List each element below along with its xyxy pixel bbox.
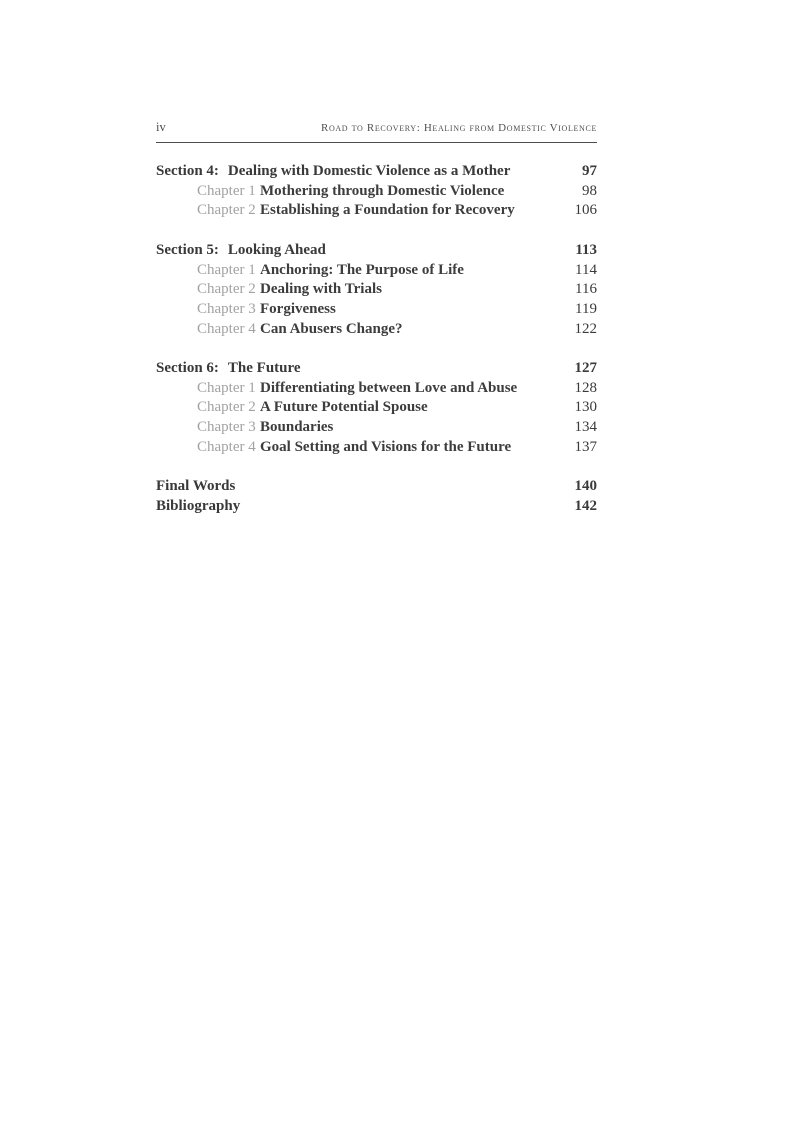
chapter-label: Chapter 4	[197, 320, 256, 337]
chapter-page-number: 98	[582, 182, 597, 199]
toc-chapter-row	[156, 280, 597, 300]
chapter-label: Chapter 1	[197, 261, 256, 278]
chapter-label: Chapter 2	[197, 399, 256, 416]
toc-chapter-row	[156, 418, 597, 438]
chapter-title: Differentiating between Love and Abuse	[260, 379, 518, 396]
section-title: Dealing with Domestic Violence as a Mother	[227, 163, 511, 179]
section-page-number: 127	[574, 360, 597, 376]
toc-extra-row	[156, 497, 597, 517]
chapter-title: Dealing with Trials	[260, 281, 382, 298]
toc-chapter-row	[156, 398, 597, 418]
toc-chapter-row	[156, 320, 597, 340]
chapter-label: Chapter 4	[197, 438, 256, 455]
section-label: Section 4:	[156, 163, 219, 179]
chapter-page-number: 134	[574, 419, 597, 436]
chapter-label: Chapter 1	[197, 182, 256, 199]
toc-section-heading	[156, 359, 597, 379]
table-of-contents	[156, 162, 597, 517]
folio-page-number: iv	[156, 120, 166, 134]
section-title: Looking Ahead	[227, 241, 326, 258]
toc-chapter-row	[156, 261, 597, 281]
extra-page-number: 140	[574, 478, 597, 495]
toc-extras	[156, 477, 597, 516]
extra-title: Final Words	[156, 478, 236, 495]
chapter-label: Chapter 2	[197, 281, 256, 298]
chapter-title: Forgiveness	[260, 300, 336, 317]
toc-chapter-row	[156, 438, 597, 458]
toc-section	[156, 359, 597, 458]
chapter-title: Boundaries	[260, 419, 334, 436]
chapter-page-number: 130	[574, 399, 597, 416]
toc-chapter-row	[156, 182, 597, 202]
chapter-label: Chapter 3	[197, 419, 256, 436]
page-header	[156, 0, 597, 143]
chapter-label: Chapter 2	[197, 202, 256, 219]
page-content	[156, 0, 597, 517]
chapter-page-number: 128	[574, 379, 597, 396]
chapter-label: Chapter 3	[197, 300, 256, 317]
chapter-page-number: 114	[575, 261, 597, 278]
chapter-page-number: 116	[575, 281, 597, 298]
chapter-page-number: 122	[574, 320, 597, 337]
chapter-title: Can Abusers Change?	[260, 320, 403, 337]
section-label: Section 5:	[156, 241, 219, 258]
chapter-page-number: 106	[574, 202, 597, 219]
toc-section-heading	[156, 162, 597, 182]
chapter-title: Mothering through Domestic Violence	[260, 182, 505, 199]
extra-page-number: 142	[574, 497, 597, 514]
section-page-number: 97	[582, 163, 597, 179]
extra-title: Bibliography	[156, 497, 241, 514]
toc-section-heading	[156, 241, 597, 261]
chapter-title: A Future Potential Spouse	[260, 399, 428, 416]
chapter-title: Establishing a Foundation for Recovery	[260, 202, 515, 219]
chapter-title: Goal Setting and Visions for the Future	[260, 438, 512, 455]
chapter-page-number: 137	[574, 438, 597, 455]
section-title: The Future	[227, 360, 301, 376]
section-page-number: 113	[575, 241, 597, 258]
chapter-page-number: 119	[575, 300, 597, 317]
chapter-label: Chapter 1	[197, 379, 256, 396]
chapter-title: Anchoring: The Purpose of Life	[260, 261, 464, 278]
toc-chapter-row	[156, 300, 597, 320]
toc-extra-row	[156, 477, 597, 497]
toc-chapter-row	[156, 201, 597, 221]
toc-chapter-row	[156, 379, 597, 399]
running-head: Road to Recovery: Healing from Domestic Violence	[320, 122, 597, 134]
section-label: Section 6:	[156, 360, 219, 376]
toc-section	[156, 162, 597, 221]
toc-section	[156, 241, 597, 340]
